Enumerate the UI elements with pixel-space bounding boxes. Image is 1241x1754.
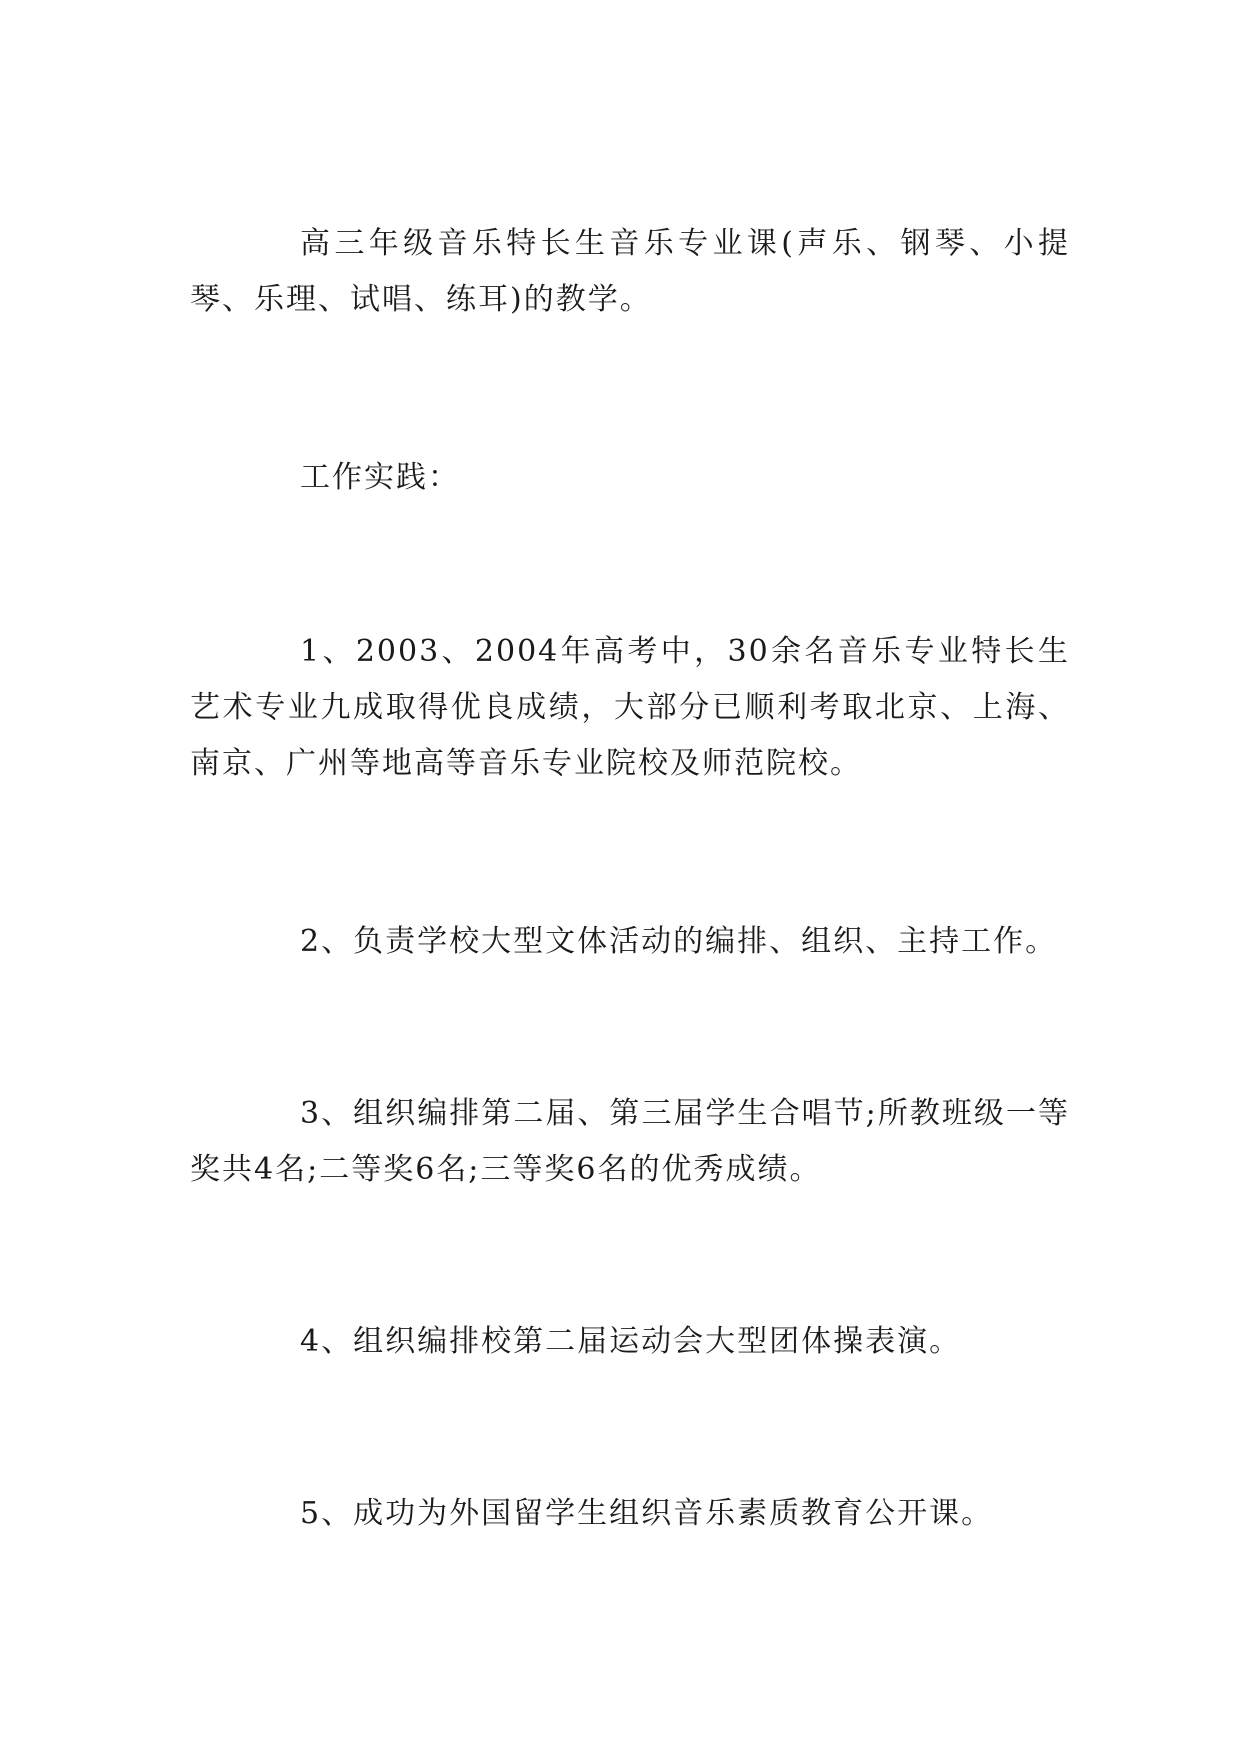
paragraph-item-1: 1、2003、2004年高考中，30余名音乐专业特长生艺术专业九成取得优良成绩，大部分已顺利考取北京、上海、南京、广州等地高等音乐专业院校及师范院校。 xyxy=(190,634,1070,781)
paragraph-work-practice-heading: 工作实践： xyxy=(300,460,460,495)
paragraph-teaching-scope: 高三年级音乐特长生音乐专业课(声乐、钢琴、小提琴、乐理、试唱、练耳)的教学。 xyxy=(190,226,1070,317)
paragraph-item-3: 3、组织编排第二届、第三届学生合唱节;所教班级一等奖共4名;二等奖6名;三等奖6名的优秀成绩。 xyxy=(190,1096,1070,1187)
paragraph-item-4: 4、组织编排校第二届运动会大型团体操表演。 xyxy=(300,1324,962,1359)
paragraph-item-2: 2、负责学校大型文体活动的编排、组织、主持工作。 xyxy=(300,924,1058,959)
paragraph-item-5: 5、成功为外国留学生组织音乐素质教育公开课。 xyxy=(300,1496,994,1531)
